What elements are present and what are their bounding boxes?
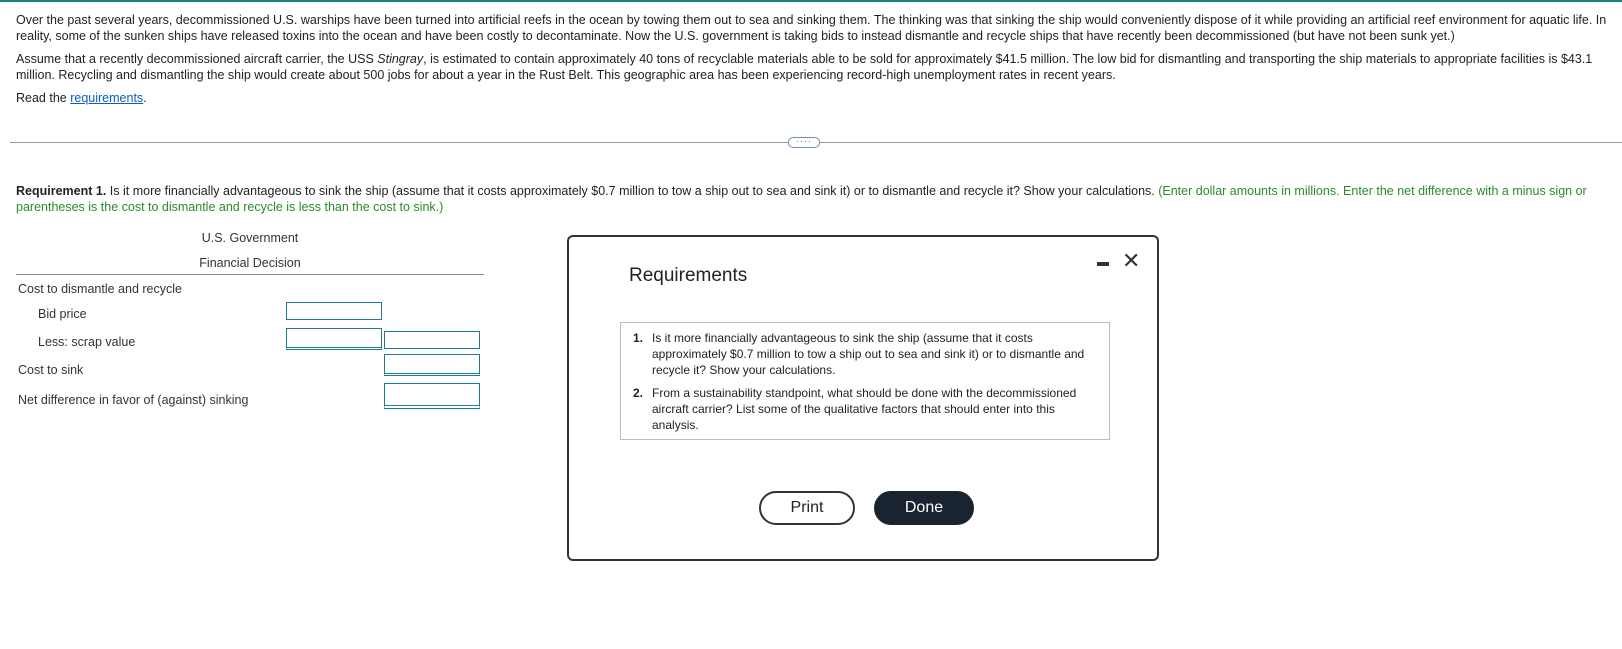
table-header-rule [16,274,484,275]
intro-paragraph-1: Over the past several years, decommissioned U.S. warships have been turned into artificial reefs in the ocean by towing them out to sea and sinking them. The thinking was that sinking the ship would conveniently dispose of it while providing an artificial reef environment for aquatic life. In reality, some of the sunken ships have released toxins into the ocean and have been costly to decontaminate. Now the U.S. government is taking bids to instead dismantle and recycle ships that have recently been decommissioned (but have not been sunk yet.) [16,13,1607,43]
ship-name: Stingray [377,52,424,66]
dismantle-total-input[interactable] [384,331,480,349]
table-title-1: U.S. Government [201,231,299,245]
row-label-cost-sink: Cost to sink [18,363,84,377]
requirement-1-instruction: (Enter dollar amounts in millions. Enter the net difference with a minus sign or parentheses is the cost to dismantle and recycle is less than the cost to sink.) [16,184,1587,214]
requirements-list [620,322,1110,440]
print-button[interactable]: Print [759,491,855,525]
dismantle-total-value [387,334,477,346]
intro-paragraph-2 [16,51,1611,83]
cost-sink-value [387,357,477,371]
requirements-link[interactable]: requirements [70,91,144,105]
bid-price-value [289,305,379,317]
net-difference-value [387,386,477,403]
read-requirements-line [16,90,1611,106]
requirement-item-1-text: Is it more financially advantageous to sink the ship (assume that it costs approximately $0.7 million to tow a ship out to sea and sink it) or to dismantle and recycle it? Show your calculations. [652,331,1085,377]
problem-statement [16,12,1611,113]
table-title-2: Financial Decision [199,256,301,270]
requirement-1-label: Requirement 1. [16,184,107,198]
top-accent-line [0,0,1622,2]
done-button[interactable]: Done [874,491,974,525]
minimize-icon[interactable] [1097,262,1109,266]
row-label-net-difference: Net difference in favor of (against) sinking [18,393,249,407]
close-icon[interactable]: ✕ [1122,248,1141,273]
requirement-item-2-number: 2. [633,386,644,400]
requirements-dialog [567,235,1159,561]
scrap-value-input[interactable] [286,328,382,350]
read-suffix: . [143,91,147,105]
row-label-bid-price: Bid price [38,307,87,321]
cost-sink-input[interactable] [384,354,480,376]
net-difference-input[interactable] [384,383,480,409]
dialog-title: Requirements [629,265,748,286]
scrap-value-value [289,331,379,345]
bid-price-input[interactable] [286,302,382,320]
row-label-cost-dismantle: Cost to dismantle and recycle [18,282,182,296]
requirement-item-1-number: 1. [633,331,644,345]
read-prefix: Read the [16,91,71,105]
requirement-item-2-text: From a sustainability standpoint, what should be done with the decommissioned aircraft carrier? List some of the qualitative factors that should enter into this analysis. [652,386,1077,432]
row-label-less-scrap: Less: scrap value [38,335,136,349]
intro-paragraph-2-end: , is estimated to contain approximately 40 tons of recyclable materials able to be sold for approximately $41.5 million. The low bid for dismantling and transporting the ship materials to appropriate facilities is $43.1 million. Recycling and dismantling the ship would create about 500 jobs for about a year in the Rust Belt. This geographic area has been experiencing record-high unemployment rates in recent years. [16,52,1593,82]
requirement-1-prompt [16,183,1611,215]
expand-button[interactable]: ···· [788,137,820,148]
intro-paragraph-2-start: Assume that a recently decommissioned aircraft carrier, the USS [16,52,378,66]
requirement-1-text: Is it more financially advantageous to sink the ship (assume that it costs approximately $0.7 million to tow a ship out to sea and sink it) or to dismantle and recycle it? Show your calculations. [106,184,1159,198]
